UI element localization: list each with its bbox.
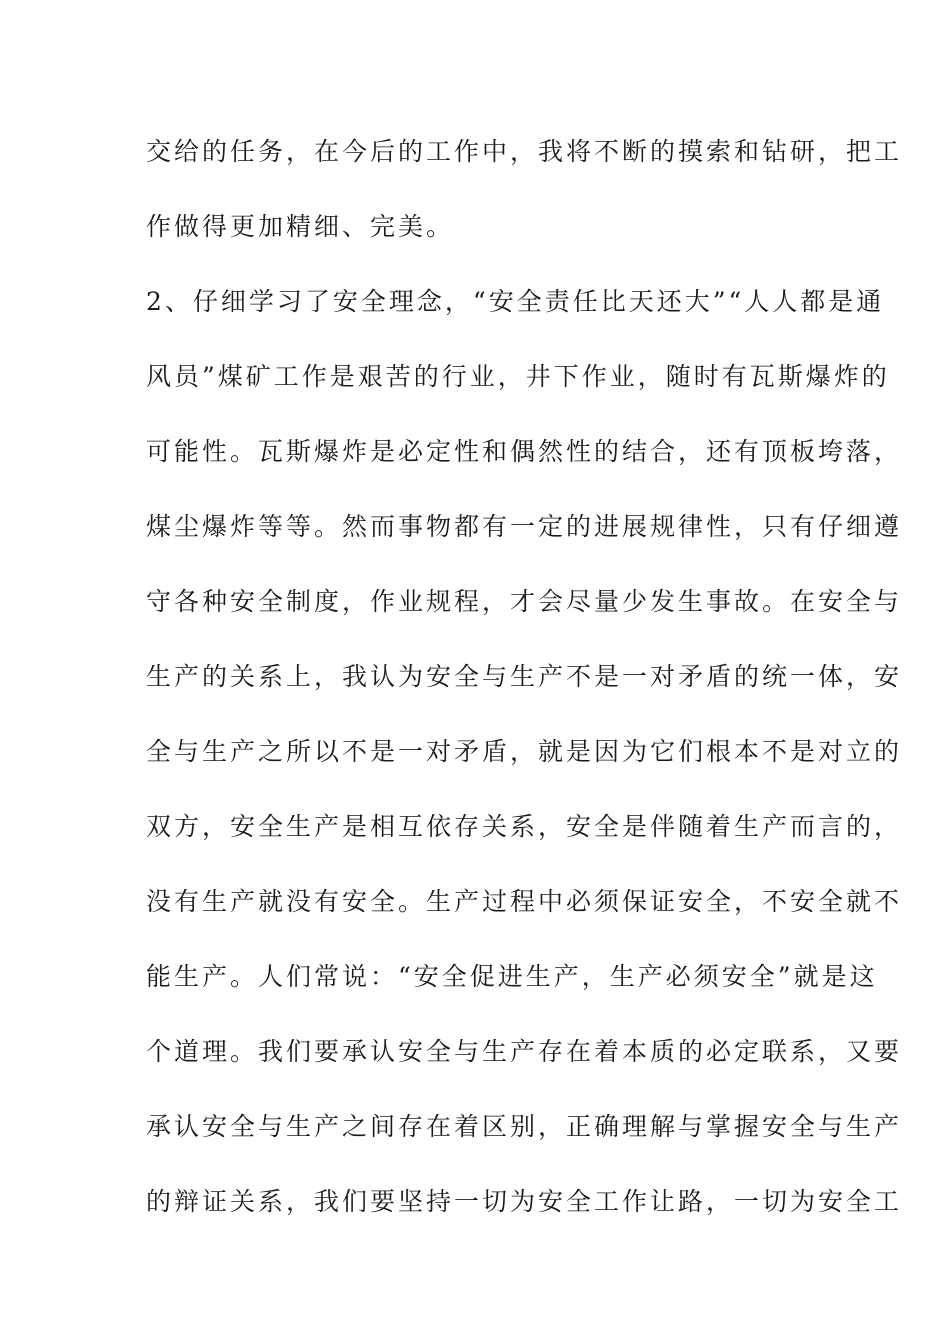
text-line: 交给的任务，在今后的工作中，我将不断的摸索和钻研，把工 <box>146 137 903 166</box>
text-line: 2、仔细学习了安全理念，“安全责任比天还大”“人人都是通 <box>146 287 885 316</box>
text-line: 没有生产就没有安全。生产过程中必须保证安全，不安全就不 <box>146 887 903 916</box>
text-line: 风员”煤矿工作是艰苦的行业，井下作业，随时有瓦斯爆炸的 <box>146 362 890 391</box>
body-text <box>146 129 903 1254</box>
text-line: 煤尘爆炸等等。然而事物都有一定的进展规律性，只有仔细遵 <box>146 512 903 541</box>
text-line: 承认安全与生产之间存在着区别，正确理解与掌握安全与生产 <box>146 1112 903 1141</box>
text-line: 双方，安全生产是相互依存关系，安全是伴随着生产而言的， <box>146 812 903 841</box>
text-line: 守各种安全制度，作业规程，才会尽量少发生事故。在安全与 <box>146 587 903 616</box>
text-line: 作做得更加精细、完美。 <box>146 212 455 241</box>
text-line: 生产的关系上，我认为安全与生产不是一对矛盾的统一体，安 <box>146 662 903 691</box>
text-line: 的辩证关系，我们要坚持一切为安全工作让路，一切为安全工 <box>146 1187 903 1216</box>
text-line: 可能性。瓦斯爆炸是必定性和偶然性的结合，还有顶板垮落， <box>146 437 903 466</box>
text-line: 全与生产之所以不是一对矛盾，就是因为它们根本不是对立的 <box>146 737 903 766</box>
text-line: 能生产。人们常说：“安全促进生产，生产必须安全”就是这 <box>146 962 878 991</box>
text-line: 个道理。我们要承认安全与生产存在着本质的必定联系，又要 <box>146 1037 903 1066</box>
